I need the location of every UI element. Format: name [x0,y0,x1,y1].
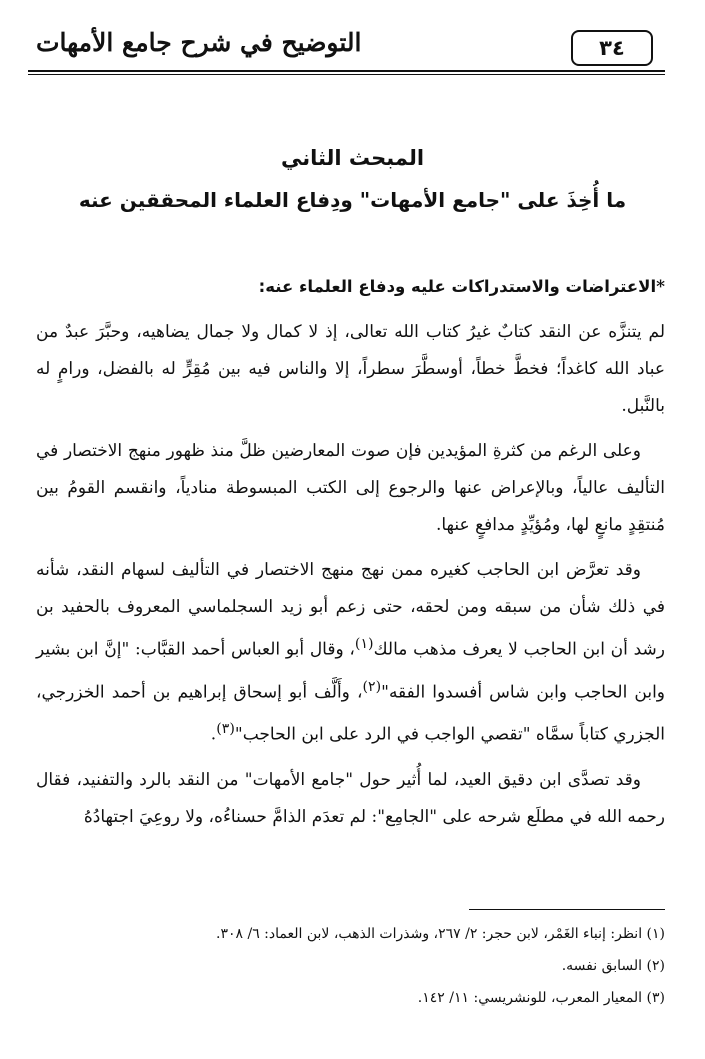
footnote-ref-1: (١) [354,636,374,652]
header-rule-thin [28,74,665,75]
section-heading: المبحث الثاني [280,146,425,170]
running-header [28,24,665,70]
paragraph-2: وعلى الرغم من كثرةِ المؤيدين فإن صوت المعارضين ظلَّ منذ ظهور منهج الاختصار في التأليف عالياً، وبالإعراض عنها والرجوع إلى الكتب المبسوطة منادياً، وانقسم القومُ بين مُنتقِدٍ مانعٍ لها، ومُؤيِّدٍ مدافعٍ عنها. [36,441,665,535]
page-number: ٣٤ [571,30,653,66]
section-subheading: ما أُخِذَ على "جامع الأمهات" ودِفاع العلماء المحققين عنه [78,188,627,212]
subhead-text: الاعتراضات والاستدراكات عليه ودفاع العلماء عنه: [258,277,657,296]
book-title: التوضيح في شرح جامع الأمهات [36,28,362,57]
footnote-ref-2: (٢) [362,678,382,695]
main-text [36,268,665,844]
paragraph-3 [36,552,665,754]
subhead-line [36,268,665,306]
paragraph-4: وقد تصدَّى ابن دقيق العيد، لما أُثير حول "جامع الأمهات" من النقد بالرد والتفنيد، فقال رحمه الله في مطلَع شرحه على "الجامِع": لم تعدَم الذامَّ حسناءُه، ولا روعِيَ اجتهادُهُ [36,769,665,827]
footnote-3: (٣) المعيار المعرب، للونشريسي: ١١/ ١٤٢. [417,990,665,1006]
footnote-1: (١) انظر: إنباء الغَمْر، لابن حجر: ٢/ ٢٦٧، وشذرات الذهب، لابن العماد: ٦/ ٣٠٨. [216,926,665,942]
paragraph-3-part-c: ، وأَلَّف أبو إسحاق إبراهيم بن أحمد الخزرجي، الجزري كتاباً سمَّاه "تقصي الواجب في الرد على ابن الحاجب" [36,682,665,745]
footnotes [36,918,665,1014]
header-rule [28,70,665,72]
footnote-rule [469,909,665,910]
paragraph-3-part-d: . [210,724,217,745]
footnote-2: (٢) السابق نفسه. [561,958,665,974]
paragraph-1: لم يتنزَّه عن النقد كتابٌ غيرُ كتاب الله تعالى، إذ لا كمال ولا جمال يضاهيه، وحبَّرَ عبدٌ من عباد الله كاغداً؛ فخطَّ خطاً، أوسطَّرَ سطراً، إلا والناس فيه بين مُقِرٍّ له بالفضل، ورامٍ له بالنَّبل. [36,322,665,416]
paragraph-3-part-b: ، وقال أبو العباس أحمد القبَّاب: "إنَّ ابن بشير وابن الحاجب وابن شاس أفسدوا الفقه" [36,639,665,703]
footnote-ref-3: (٣) [216,721,235,738]
asterisk-marker: * [656,277,665,297]
paragraph-3-part-a: وقد تعرَّض ابن الحاجب كغيره ممن نهج منهج الاختصار في التأليف لسهام النقد، شأنه في ذلك شأن من سبقه ومن لحقه، حتى زعم أبو زيد السجلماسي المعروف بالحفيد بن رشد أن ابن الحاجب لا يعرف مذهب مالك [36,560,665,660]
